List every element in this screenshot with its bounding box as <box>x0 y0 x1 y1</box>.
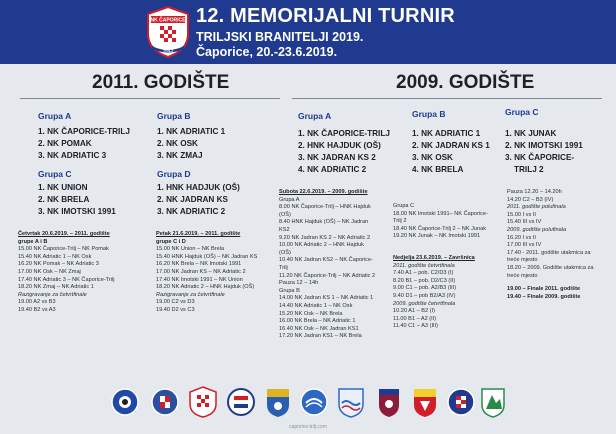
club-crest-icon <box>188 385 218 419</box>
club-crest-icon <box>110 385 140 419</box>
match-line: 16.20 NK Pomak – NK Adriatic 3 <box>18 261 99 268</box>
match-line: 17.40 NK Imotski 1991 – NK Union <box>156 276 243 283</box>
match-line: 15.20 NK Osk – NK Brela <box>279 310 343 317</box>
match-line: 16.20 NK Brela – NK Imotski 1991 <box>156 261 242 268</box>
match-line: 18.20 NK Zmaj – NK Adriatic 1 <box>18 284 94 291</box>
match-line: Trilj <box>279 264 288 271</box>
schedule-heading: Subota 22.6.2019. – 2009. godište <box>279 189 368 195</box>
team-row: 1. NK ČAPORICE-TRILJ <box>298 129 390 138</box>
match-line: 19.00 A2 vs B3 <box>18 299 56 306</box>
match-line: 8.40 HNK Hajduk (OŠ) – NK Jadran <box>279 219 369 226</box>
club-crest-icon <box>478 385 508 419</box>
match-line: (OŠ) <box>279 249 291 256</box>
match-line: Trilj 2 <box>393 218 407 225</box>
match-line: 14.40 NK Adriatic 1 – NK Osk <box>279 302 353 309</box>
match-line: 19.40 D2 vs C3 <box>156 306 195 313</box>
tournament-dates: Čaporice, 20.-23.6.2019. <box>196 45 338 59</box>
match-line: 15.40 HNK Hajduk (OŠ) – NK Jadran KS <box>156 253 258 260</box>
club-crest-icon <box>446 385 476 419</box>
team-row: 2. NK JADRAN KS <box>157 195 228 204</box>
match-line: KS2 <box>279 226 290 233</box>
final-line: 19.40 – Finale 2009. godište <box>507 293 581 300</box>
team-row: 1. NK ADRIATIC 1 <box>412 129 481 138</box>
group-title-2011-b: Grupa B <box>157 111 191 121</box>
schedule-finals <box>507 189 593 301</box>
match-line: 15.00 NK Čaporice-Trilj – NK Pomak <box>18 246 109 253</box>
match-line: 16.40 NK Osk – NK Jadran KS1 <box>279 325 359 332</box>
schedule-heading: Četvrtak 20.6.2019. – 2011. godište <box>18 231 110 237</box>
team-row: 3. NK ZMAJ <box>157 151 203 160</box>
match-line: 18.40 NK Čaporice-Trilj 2 – NK Junak <box>393 225 487 232</box>
match-line: Pauza 12.20 – 14.20h <box>507 189 562 195</box>
match-line: 15.40 III vs IV <box>507 219 542 226</box>
match-line: Pauza 12 – 14h <box>279 280 319 287</box>
team-row: 3. NK JADRAN KS 2 <box>298 153 376 162</box>
group-title-2011-d: Grupa D <box>157 169 191 179</box>
match-line: 16.00 NK Brela – NK Adriatic 1 <box>279 318 356 325</box>
match-line: (OŠ) <box>279 211 291 218</box>
team-row: 2. NK BRELA <box>38 195 90 204</box>
schedule-heading: Petak 21.6.2019. – 2011. godište <box>156 231 241 237</box>
team-row: 1. NK JUNAK <box>505 129 557 138</box>
team-row: 2. NK IMOTSKI 1991 <box>505 141 583 150</box>
match-line: 18.00 NK Imotski 1991– NK Čaporice- <box>393 210 488 217</box>
schedule-2009-sunday <box>393 255 475 331</box>
match-line: 9.00 C1 – pob. A2/B3 (III) <box>393 285 457 292</box>
match-line: 15.40 NK Adriatic 1 – NK Osk <box>18 253 92 260</box>
match-line: 9.40 D1 – pob B2/A3 (IV) <box>393 292 456 299</box>
team-row: 2. NK JADRAN KS 1 <box>412 141 490 150</box>
schedule-2011-ab <box>18 231 114 315</box>
schedule-heading: Nedjelja 23.6.2019. – Završnica <box>393 255 475 261</box>
schedule-note: 2011. godište polufinala <box>507 204 566 211</box>
footer-url: caporice-trilj.com <box>289 424 327 430</box>
match-line: 16.20 I vs II <box>507 234 536 241</box>
schedule-note: Razigravanje za četvrtfinale <box>18 291 87 298</box>
divider-2011 <box>20 98 280 99</box>
match-line: 17.00 NK Osk – NK Zmaj <box>18 268 81 275</box>
club-logos-row <box>110 385 506 419</box>
match-line: 8.20 B1 – pob. D2/C3 (II) <box>393 277 456 284</box>
divider-2009 <box>292 98 602 99</box>
schedule-note: Razigravanje za četvrtfinale <box>156 291 225 298</box>
match-line: 11.00 B1 – A2 (II) <box>393 315 437 322</box>
match-line: treće mjesto <box>507 257 538 264</box>
team-row: 3. NK OSK <box>412 153 453 162</box>
club-crest-icon <box>374 385 404 419</box>
schedule-2009-group-c <box>393 203 488 241</box>
schedule-subheading: grupe C i D <box>156 238 186 245</box>
group-title-2011-c: Grupa C <box>38 169 72 179</box>
schedule-2011-cd <box>156 231 257 315</box>
team-row: 3. NK IMOTSKI 1991 <box>38 207 116 216</box>
team-row: 3. NK ČAPORICE- <box>505 153 575 162</box>
team-row: 2. HNK HAJDUK (OŠ) <box>298 141 381 150</box>
schedule-note: 2009. godište polufinala <box>507 226 567 233</box>
club-crest-icon <box>263 385 293 419</box>
match-line: 14.20 C2 – B3 (IV) <box>507 196 554 203</box>
match-line: Grupa B <box>279 287 300 294</box>
section-title-2009: 2009. GODIŠTE <box>396 72 535 93</box>
header-banner <box>0 0 616 64</box>
club-crest-icon <box>150 385 180 419</box>
match-line: 18.20 NK Adriatic 2 – HNK Hajduk (OŠ) <box>156 284 255 291</box>
team-row: 1. NK ČAPORICE-TRILJ <box>38 127 130 136</box>
team-row: 3. NK ADRIATIC 2 <box>157 207 226 216</box>
team-row: TRILJ 2 <box>514 165 544 174</box>
match-line: Grupa C <box>393 203 415 209</box>
tournament-subtitle: TRILJSKI BRANITELJI 2019. <box>196 30 364 44</box>
section-title-2011: 2011. GODIŠTE <box>92 72 230 93</box>
team-row: 1. NK UNION <box>38 183 88 192</box>
club-crest-icon <box>226 385 256 419</box>
team-row: 3. NK ADRIATIC 3 <box>38 151 107 160</box>
match-line: 11.20 NK Čaporice-Trilj – NK Adriatic 2 <box>279 272 376 279</box>
club-crest-icon <box>336 385 366 419</box>
match-line: 8.00 NK Čaporice-Trilj – HNK Hajduk <box>279 204 371 211</box>
club-crest-icon <box>146 6 190 58</box>
match-line: 17.40 NK Adriatic 3 – NK Čaporice-Trilj <box>18 276 115 283</box>
match-line: 17.40 - 2011. godište utakmica za <box>507 249 591 256</box>
final-line: 19.00 – Finale 2011. godište <box>507 286 581 293</box>
group-title-2009-c: Grupa C <box>505 107 539 117</box>
match-line: 19.20 NK Junak – NK Imotski 1991 <box>393 233 481 240</box>
match-line: 17.00 III vs IV <box>507 242 542 249</box>
match-line: 18.20 – 2009. Godište utakmica za <box>507 264 594 271</box>
match-line: 7.40 A1 – pob. C2/D3 (I) <box>393 270 454 277</box>
match-line: 9.20 NK Jadran KS 2 – NK Adriatic 2 <box>279 234 371 241</box>
team-row: 1. NK ADRIATIC 1 <box>157 127 226 136</box>
match-line: 17.20 NK Jadran KS1 – NK Brela <box>279 333 362 340</box>
match-line: 15.00 I vs II <box>507 211 536 218</box>
club-crest-icon <box>410 385 440 419</box>
team-row: 4. NK BRELA <box>412 165 464 174</box>
tournament-title: 12. MEMORIJALNI TURNIR <box>196 5 455 27</box>
match-line: 10.00 NK Adriatic 2 – HNK Hajduk <box>279 242 364 249</box>
match-line: treće mjesto <box>507 272 538 279</box>
match-line: 14.00 NK Jadran KS 1 – NK Adriatic 1 <box>279 295 374 302</box>
team-row: 2. NK OSK <box>157 139 198 148</box>
svg-text:NK ČAPORICE: NK ČAPORICE <box>150 17 186 24</box>
match-line: 17.00 NK Jadran KS – NK Adriatic 2 <box>156 268 246 275</box>
team-row: 4. NK ADRIATIC 2 <box>298 165 367 174</box>
match-line: Grupa A <box>279 196 300 203</box>
club-crest-icon <box>299 385 329 419</box>
schedule-subheading: grupe A i B <box>18 238 48 245</box>
schedule-note: 2009. godište četvrtfinala <box>393 300 456 307</box>
match-line: 10.40 NK Jadran KS2 – NK Čaporice- <box>279 257 373 264</box>
match-line: 15.00 NK Union – NK Brela <box>156 246 225 253</box>
match-line: 19.00 C2 vs D3 <box>156 299 195 306</box>
schedule-note: 2011. godište četvrtfinala <box>393 262 455 269</box>
team-row: 2. NK POMAK <box>38 139 92 148</box>
match-line: 10.20 A1 – B2 (I) <box>393 308 435 315</box>
team-row: 1. HNK HADJUK (OŠ) <box>157 183 240 192</box>
match-line: 19.40 B2 vs A3 <box>18 306 56 313</box>
group-title-2011-a: Grupa A <box>38 111 72 121</box>
svg-text:TRILJ: TRILJ <box>163 49 173 53</box>
schedule-2009-saturday <box>279 189 375 341</box>
group-title-2009-a: Grupa A <box>298 111 332 121</box>
match-line: 11.40 C1 – A3 (III) <box>393 323 438 330</box>
group-title-2009-b: Grupa B <box>412 109 446 119</box>
